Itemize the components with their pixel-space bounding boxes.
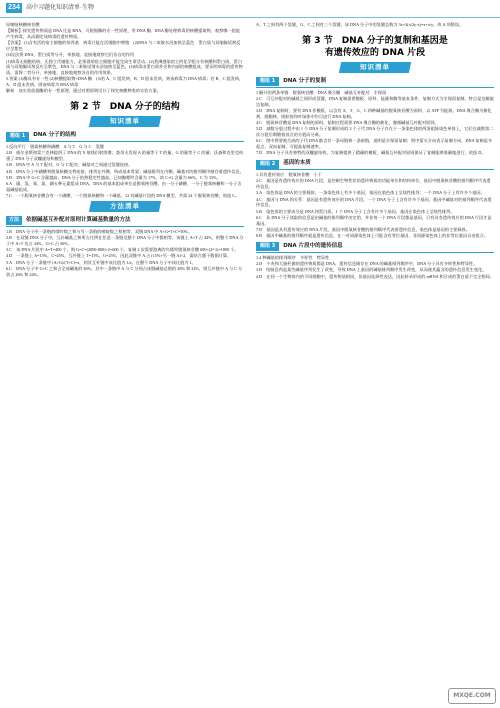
answer-item: 1.4 种碱基的排列顺序 多样性 特异性 [256,254,330,260]
topic-header [6,131,244,142]
knowledge-banner [339,62,411,73]
answer-item: 2.B 在双链 DNA 分子中，互补碱基之和所占比例在任意一条链及整个 DNA 分子中都相等；该链上 A+T 占 44%，则整个 DNA 分子中 A+T 也占 44%，G+C 占 56%。 [6,235,244,246]
knowledge-banner [89,116,161,127]
right-column [256,22,494,702]
answer-item: 2.C 可互补配对的碱基之间形成氢键，DNA 复制需要模板、原料、能量和酶等基本条件，复制方式为半保留复制，特点是边解旋边复制。 [256,96,494,107]
book-title: 高中习题化知识清单·生物 [26,5,94,11]
answer-item: 3.A 染色体是 DNA 的主要载体，一条染色体上有多个基因，基因在染色体上呈线性排列；一个 DNA 分子上有许多个基因。 [256,190,485,196]
text-line: A、T 之间有两个氢键，G、C 之间有三个氢键，该 DNA 分子中的氢键总数为 3x+2(x/2y-x)=x+x/y，故 A 项错误。 [256,22,464,27]
banner-label: 方法清单 [110,201,140,210]
answer-item: 6.A 碳、氢、氧、氮、磷五种元素组成 DNA，DNA 的基本组成单位是脱氧核苷酸，由一分子磷酸、一分子脱氧核糖和一分子含氮碱基组成。 [6,181,242,192]
section-title-line2: 有遗传效应的 DNA 片段 [324,47,426,58]
text-line: 5.答案 (1)酶具有专一性 (2)核酸提取物+DNA 酶 (3)若 A、C 组发病，B、D 组未发病，则该病毒为 DNA 病毒；若 B、C 组发病，A、D 组未发病，则该病毒为 RNA 病毒 [6,76,244,87]
topic-title: 基因的本质 [283,160,311,167]
topic-header [256,242,494,253]
topic-title: DNA 片段中的遗传信息 [283,243,343,250]
answer-item: 1.B DNA 分子中一条链的嘌呤数之和与另一条链的嘧啶数之和相等，双链 DNA 中 A+G=T+C=50%。 [6,228,193,234]
answer-item: 3.C 该 DNA 片段中 A=T=400 个，则 G=C=(2000-800)÷2=600 个，复制 2 次需要游离的鸟嘌呤脱氧核苷酸 600×(2²-1)=1800 个。 [6,247,239,253]
answer-item: 5.B 染色体的主要成分是 DNA 和蛋白质，1 个 DNA 分子上含有许多个基因，基因在染色体上呈线性排列。 [256,208,455,214]
topic-header [256,77,494,88]
topic-tag: 题组 1 [256,77,279,86]
page-number: 234 [6,3,22,13]
answer-item: 3.D DNA 复制时，要有 DNA 作模板，以含有 A、T、G、C 四种碱基的脱氧核苷酸为原料，以 ATP 为能源，DNA 聚合酶为催化剂，细胞核、线粒体和叶绿体中均可进行 DNA 复制。 [256,108,492,119]
topic-header [256,159,494,170]
answer-item: 7.D DNA 分子具有独特的双螺旋结构，为复制提供了精确的模板，碱基互补配对原则保证了复制能够准确地进行，故选 D。 [256,150,486,156]
topic-tag: 题组 3 [256,242,279,251]
text-line: 【答案】 (1)含有活的宿主细胞的培养基 病毒只能在活细胞中增殖 (2)DNA 与二苯胺水浴加热呈蓝色 蛋白质与双缩脲试剂反应呈紫色 [6,40,241,51]
answer-item: 8.B 基因中碱基的排列顺序就是遗传信息，在一对同源染色体上可能含有等位基因，非同源染色体上的非等位基因自由组合。 [256,233,489,239]
text-line: 尿嘧啶核糖核苷酸 [6,22,40,27]
banner-label: 知识清单 [360,62,390,71]
watermark-logo: MXQE.COM [448,688,496,704]
answer-item: 1.具有遗传效应 脱氧核苷酸 小于 [256,172,322,177]
answer-item: 1.反向平行 脱氧核糖和磷酸 A 与 T G 与 C 氢键 [6,144,104,149]
answer-item: 6.C 从 DNA 分子读取的信息是由碱基的排列顺序决定的，并非每一个 DNA 片段都是基因，只有具有遗传效应的 DNA 片段才是基因。 [256,214,492,226]
topic-title: DNA 分子的结构 [33,132,77,139]
topic-tag: 题组 1 [6,132,29,141]
answer-item: 3.B 结肠息肉是某些碱基序列发生了改变，导致 DNA 上基因的碱基排列顺序发生改变，从而使其蕴含的遗传信息发生变化。 [256,267,487,273]
answer-item: 2.C 基因是有遗传效应的 DNA 片段，是控制生物性状的遗传物质的功能单位和结构单位，基因中脱氧核苷酸的排列顺序代表遗传信息。 [256,178,491,189]
answer-item: 1.解开的两条单链 脱氧核苷酸 DNA 聚合酶 碱基互补配对 半保留 [256,89,387,95]
text-line: 解析 该实验依据酶的专一性原理，通过对照原则设计了探究核酸种类的实验方案。 [6,88,161,94]
topic-title: DNA 分子的复制 [283,77,327,84]
answer-item: 5.D DNA 中 G+C 含量越高，DNA 分子的热稳定性越高，已知腺嘌呤含量为 17%，故 C+G 含量为 66%，C 为 33%。 [6,174,221,180]
text-line: (3)设法将 DNA、蛋白质等分开，单独地、直接地观察它们各自的作用 [6,52,135,58]
answer-item: 7.C 一个脱氧核苷酸含有一个磷酸、一个脱氧核糖和一个碱基，12 对碱基片段的 DNA 模型，共需 24 个脱氧核苷酸，故选 C。 [6,193,240,199]
page-header [0,0,500,18]
left-column [6,22,244,702]
answer-item: 4.B DNA 分子中磷酸和脱氧核糖交替连接，排列在外侧，构成基本骨架；碱基排列在内侧，碱基对的排列顺序储存着遗传信息。 [6,168,244,174]
answer-item: 2.D 小麦和大肠杆菌的遗传物质都是 DNA，遗传信息储存在 DNA 的碱基排列顺序中，DNA 分子具有多样性和特异性。 [256,261,478,267]
method-tag: 方法 [6,216,22,225]
section-title: 第 2 节 DNA 分子的结构 [70,102,180,112]
method-banner [89,201,161,212]
answer-item: 4.D 在同一个生物体内的不同细胞中，遗传物质相同，但基因选择性表达，因此转录形成的 mRNA 和合成的蛋白质不完全相同。 [256,273,494,279]
answer-item: 4.C 基因与 DNA 的关系：基因是有遗传效应的 DNA 片段，一个 DNA 分子上含有许多个基因，基因中碱基对的排列顺序代表遗传信息。 [256,196,492,208]
answer-item: 6.C DNA 分子中 G+C 之和占全部碱基的 46%，其中一条链中 A 与 C 分别占该链碱基总数的 28% 和 22%，则互补链中 A 与 C 分别占 26% 和 24%。 [6,266,243,277]
answer-item: 7.D 基因是具有遗传效应的 DNA 片段，基因中脱氧核苷酸的排列顺序代表着遗传信息，染色体是基因的主要载体。 [256,226,470,232]
answer-item: 2.B 威尔金斯和富兰克林提供了 DNA 的 X 射线衍射图谱；查哥夫发现 A 的量等于 T 的量，G 的量等于 C 的量；沃森和克里克构建了 DNA 分子双螺旋结构模型。 [6,150,244,161]
answer-item: 6.C 图中将要被合成的子代 DNA 都含有一条母链和一条新链，说明是半保留复制；图中箭头方向表示复制方向，DNA 复制是多起点、双向复制，可提高复制速率。 [256,138,493,149]
banner-label: 知识清单 [110,117,140,125]
text-line: (1)病毒无细胞结构，无独立代谢能力，必须借助宿主细胞才能完成生命活动。(2)煮沸感染宿主的化学组分有核酸和蛋白质，蛋白质与双缩脲试剂反应呈紫色，DNA 与二苯胺试剂水浴加热呈蓝色。(3)病毒由蛋白质外壳和内部的核酸组成，要证明病毒的遗传物质，需将二者分开，单独地、直接地观察各自的作用效果。 [6,58,243,75]
text-line: 【解析】探究遗传物质是 DNA 还是 RNA，可根据酶的专一性原理，用 DNA 酶、RNA 酶处理病毒的核酸提取物，观察哪一组能产生病毒，从而确定该病毒的遗传物质。 [6,28,241,39]
topic-tag: 题组 2 [256,160,279,169]
method-title: 依据碱基互补配对原则计算碱基数量的方法 [26,217,131,224]
answer-item: 4.D 一条链上 A=15%，C=25%，互补链上 T=15%，G=25%，因此双链中 A 占 (15%+另一链 A)÷2，需结合题干数据计算。 [6,253,232,259]
method-header [6,216,244,227]
answer-item: 5.A DNA 分子一条链中 (A+G)/(T+C)=a，则其互补链中该比值为 1/a，在整个 DNA 分子中该比值为 1。 [6,259,196,265]
answer-item: 5.D 减数分裂过程中由 1 个 DNA 分子复制形成的 2 个子代 DNA 分子存在于一条染色体的两条姐妹染色单体上，它们在减数第二次分裂后期随着丝点的分裂而分离。 [256,126,494,137]
answer-item: 3.B DNA 中 A 与 T 配对，G 与 C 配对，碱基对之间通过氢键连接。 [6,162,133,168]
section-title-line1: 第 3 节 DNA 分子的复制和基因是 [302,35,448,46]
answer-item: 4.C 脱氧核苷酸是 DNA 复制的原料，复制过程需要 DNA 聚合酶的催化，遵循碱基互补配对原则。 [256,120,439,125]
